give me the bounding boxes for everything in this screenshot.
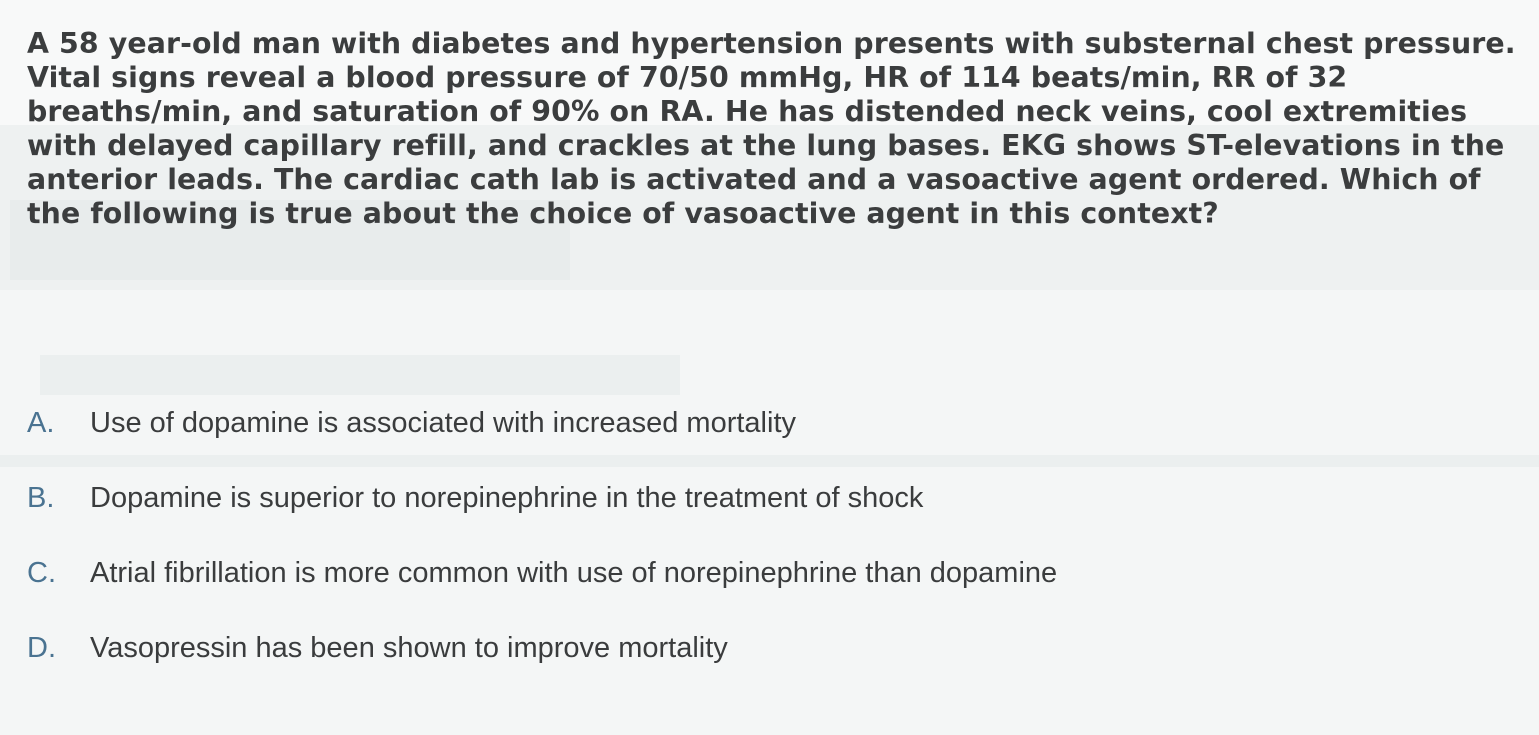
option-d[interactable]: [0, 611, 1539, 686]
option-letter: D.: [27, 632, 56, 664]
option-a[interactable]: [0, 386, 1539, 461]
option-letter: A.: [27, 407, 55, 439]
option-text: Atrial fibrillation is more common with use of norepinephrine than dopamine: [90, 557, 1058, 589]
option-text: Dopamine is superior to norepinephrine in the treatment of shock: [90, 482, 924, 514]
option-letter: C.: [27, 557, 56, 589]
question-stem: A 58 year-old man with diabetes and hypertension presents with substernal chest pressure. Vital signs reveal a blood pressure of 70/50 mmHg, HR of 114 beats/min, RR of 32 breaths/min, and saturation of 90% on RA. He has distended neck veins, cool extremities with delayed capillary refill, and crackles at the lung bases. EKG shows ST-elevations in the anterior leads. The cardiac cath lab is activated and a vasoactive agent ordered. Which of the following is true about the choice of vasoactive agent in this context?: [27, 27, 1516, 230]
option-c[interactable]: [0, 536, 1539, 611]
option-text: Vasopressin has been shown to improve mortality: [90, 632, 728, 664]
option-b[interactable]: [0, 461, 1539, 536]
option-text: Use of dopamine is associated with increased mortality: [90, 407, 796, 439]
answer-options: [0, 386, 1539, 686]
option-letter: B.: [27, 482, 55, 514]
